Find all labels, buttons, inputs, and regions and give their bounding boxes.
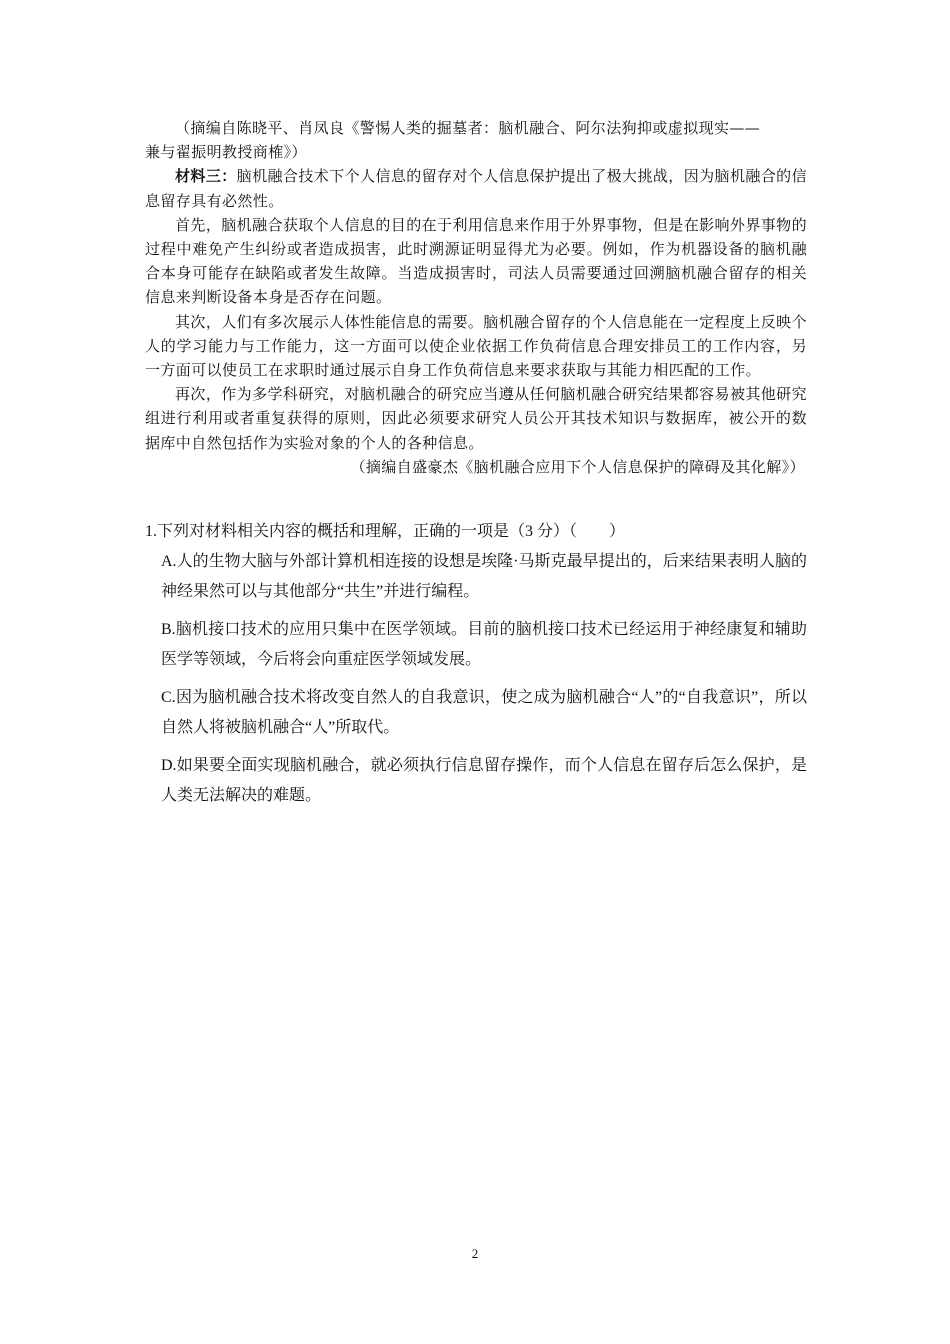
material-three-intro-text: 脑机融合技术下个人信息的留存对个人信息保护提出了极大挑战，因为脑机融合的信息留存具有必然性。	[145, 167, 807, 210]
paragraph-second: 其次，人们有多次展示人体性能信息的需要。脑机融合留存的个人信息能在一定程度上反映个人的学习能力与工作能力，这一方面可以使企业依据工作负荷信息合理安排员工的工作内容，另一方面可以使员工在求职时通过展示自身工作负荷信息来要求获取与其能力相匹配的工作。	[145, 312, 807, 380]
option-b: B.脑机接口技术的应用只集中在医学领域。目前的脑机接口技术已经运用于神经康复和辅助医学等领域，今后将会向重症医学领域发展。	[161, 621, 807, 668]
question-1	[145, 517, 807, 819]
material-three-label: 材料三：	[175, 167, 237, 186]
reading-material	[145, 116, 807, 479]
paragraph-first: 首先，脑机融合获取个人信息的目的在于利用信息来作用于外界事物，但是在影响外界事物的过程中难免产生纠纷或者造成损害，此时溯源证明显得尤为必要。例如，作为机器设备的脑机融合本身可能存在缺陷或者发生故障。当造成损害时，司法人员需要通过回溯脑机融合留存的相关信息来判断设备本身是否存在问题。	[145, 215, 807, 307]
citation-material-two-cont	[145, 140, 807, 164]
citation-line-2: 兼与翟振明教授商榷》）	[145, 143, 307, 162]
option-a: A.人的生物大脑与外部计算机相连接的设想是埃隆·马斯克最早提出的，后来结果表明人脑的神经果然可以与其他部分“共生”并进行编程。	[161, 553, 807, 600]
material-three-intro	[145, 164, 807, 212]
citation-line-1: （摘编自陈晓平、肖凤良《警惕人类的掘墓者：脑机融合、阿尔法狗抑或虚拟现实——	[175, 119, 761, 137]
paragraph-third: 再次，作为多学科研究，对脑机融合的研究应当遵从任何脑机融合研究结果都容易被其他研究组进行利用或者重复获得的原则，因此必须要求研究人员公开其技术知识与数据库，被公开的数据库中自然包括作为实验对象的个人的各种信息。	[145, 385, 807, 452]
option-c: C.因为脑机融合技术将改变自然人的自我意识，使之成为脑机融合“人”的“自我意识”，所以自然人将被脑机融合“人”所取代。	[161, 689, 807, 736]
citation-material-three: （摘编自盛豪杰《脑机融合应用下个人信息保护的障碍及其化解》）	[350, 457, 805, 476]
option-d: D.如果要全面实现脑机融合，就必须执行信息留存操作，而个人信息在留存后怎么保护，是人类无法解决的难题。	[161, 757, 807, 804]
question-stem: 1.下列对材料相关内容的概括和理解，正确的一项是（3 分）（ ）	[145, 523, 626, 540]
page-number: 2	[471, 1246, 479, 1261]
citation-material-two	[145, 116, 807, 140]
